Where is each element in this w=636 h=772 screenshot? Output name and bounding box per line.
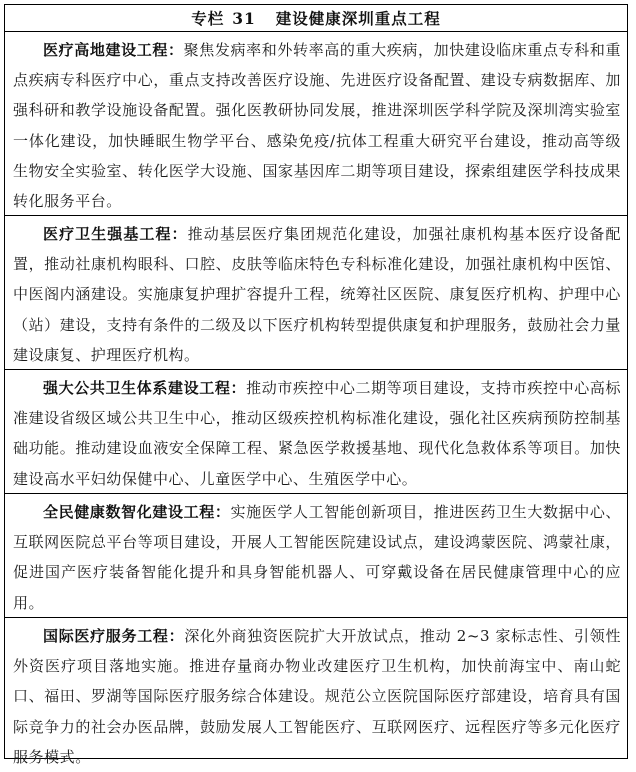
section-body: 推动基层医疗集团规范化建设，加强社康机构基本医疗设备配置，推动社康机构眼科、口腔、皮肤等临床特色专科标准化建设，加强社康机构中医馆、中医阁内涵建设。实施康复护理扩容提升工程，统筹社区医院、康复医疗机构、护理中心（站）建设，支持有条件的二级及以下医疗机构转型提供康复和护理服务，鼓励社会力量建设康复、护理医疗机构。 [13, 225, 622, 364]
box-title-bar [5, 5, 627, 32]
box-title: 建设健康深圳重点工程 [275, 9, 441, 28]
section-heading: 医疗高地建设工程： [43, 41, 184, 59]
section-body: 深化外商独资医院扩大开放试点，推动 2~3 家标志性、引领性外资医疗项目落地实施。推进存量商办物业改建医疗卫生机构，加快前海宝中、南山蛇口、福田、罗湖等国际医疗服务综合体建设。规范公立医院国际医疗部建设，培育具有国际竞争力的社会办医品牌，鼓励发展人工智能医疗、互联网医疗、远程医疗等多元化医疗服务模式。 [13, 627, 621, 766]
section-body: 推动市疾控中心二期等项目建设，支持市疾控中心高标准建设省级区域公共卫生中心，推动区级疾控机构标准化建设，强化社区疾病预防控制基础功能。推动建设血液安全保障工程、紧急医学救援基地、现代化急救体系等项目。加快建设高水平妇幼保健中心、儿童医学中心、生殖医学中心。 [13, 379, 621, 488]
section-digital-health [5, 494, 627, 618]
section-heading: 全民健康数智化建设工程： [43, 503, 231, 521]
feature-box [4, 4, 628, 766]
section-public-health [5, 370, 627, 494]
section-medical-highland [5, 32, 627, 216]
section-heading: 强大公共卫生体系建设工程： [43, 379, 247, 397]
section-paragraph [13, 621, 621, 772]
box-number: 31 [232, 8, 256, 28]
section-heading: 医疗卫生强基工程： [43, 225, 188, 243]
section-paragraph [13, 35, 621, 216]
box-label: 专栏 [191, 9, 225, 28]
section-primary-care [5, 216, 627, 370]
section-paragraph [13, 219, 621, 370]
section-international-medical [5, 618, 627, 766]
section-paragraph [13, 497, 621, 618]
section-body: 实施医学人工智能创新项目，推进医药卫生大数据中心、互联网医院总平台等项目建设，开展人工智能医院建设试点，建设鸿蒙医院、鸿蒙社康，促进国产医疗装备智能化提升和具身智能机器人、可穿戴设备在居民健康管理中心的应用。 [13, 503, 621, 612]
section-body: 聚焦发病率和外转率高的重大疾病，加快建设临床重点专科和重点疾病专科医疗中心，重点支持改善医疗设施、先进医疗设备配置、建设专病数据库、加强科研和教学设施设备配置。强化医教研协同发展，推进深圳医学科学院及深圳湾实验室一体化建设，加快睡眠生物学平台、感染免疫/抗体工程重大研究平台建设，推动高等级生物安全实验室、转化医学大设施、国家基因库二期等项目建设，探索组建医学科技成果转化服务平台。 [13, 41, 622, 211]
section-paragraph [13, 373, 621, 494]
section-heading: 国际医疗服务工程： [43, 627, 185, 645]
